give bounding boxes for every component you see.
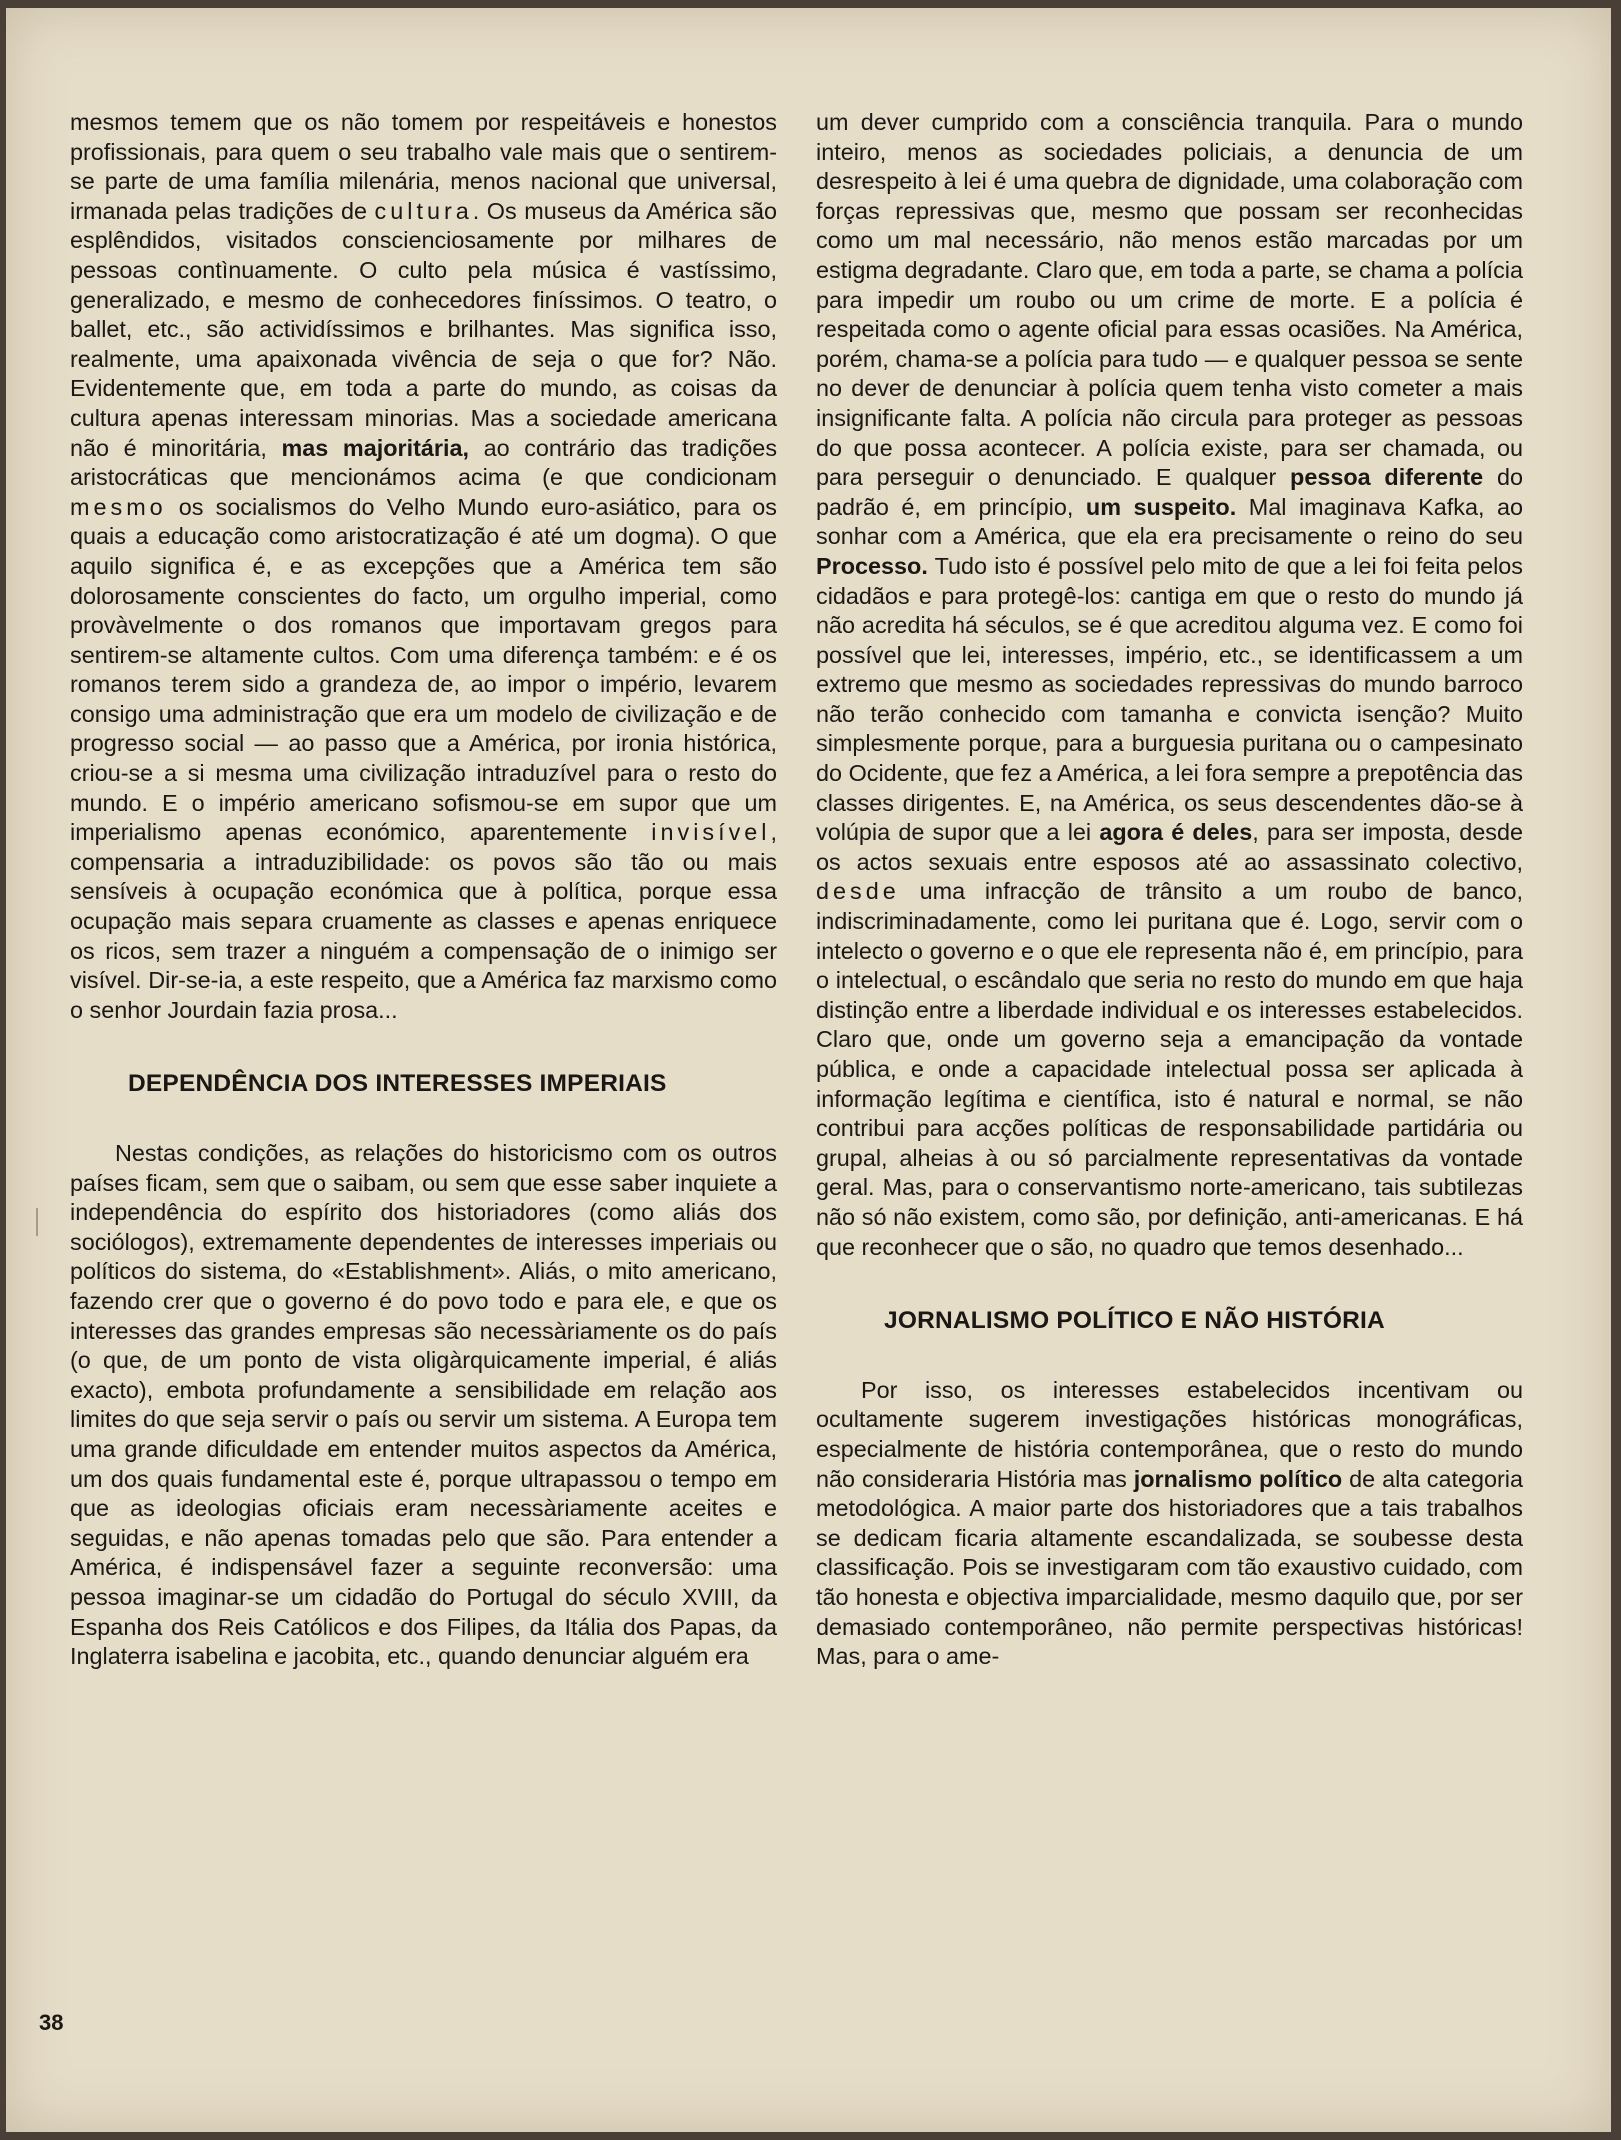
- right-paragraph-1: [816, 108, 1523, 1262]
- right-paragraph-2: [816, 1376, 1523, 1672]
- text-run: os socialismos do Velho Mundo euro-asiático, para os quais a educação como aristocratização é até um dogma). O que aquilo significa é, e as excepções que a América tem são dolorosamente conscientes do facto, um orgulho imperial, como provàvelmente o dos romanos que importavam gregos para sentirem-se altamente cultos. Com uma diferença também: e é os romanos terem sido a grandeza de, ao impor o império, levarem consigo uma administração que era um modelo de civilização e de progresso social — ao passo que a América, por ironia histórica, criou-se a si mesma uma civilização intraduzível para o resto do mundo. E o império americano sofismou-se em supor que um imperialismo apenas económico, aparentemente: [70, 493, 777, 846]
- spaced-text: invisível: [651, 819, 771, 846]
- bold-text: mas majoritária,: [281, 434, 470, 461]
- text-run: mesmos temem que os não tomem por respeitáveis e honestos profissionais, para quem o seu trabalho vale mais que o sentirem-se parte de uma família milenária, menos nacional que universal, irmanada pelas tradições de: [70, 109, 777, 224]
- spaced-text: desde: [816, 878, 900, 905]
- spaced-text: mesmo: [70, 493, 167, 520]
- bold-text: agora é deles: [1099, 819, 1253, 846]
- spaced-text: cultura: [374, 197, 473, 224]
- bold-text: um suspeito.: [1085, 493, 1237, 520]
- left-paragraph-2: Nestas condições, as relações do historicismo com os outros países ficam, sem que o saibam, ou sem que esse saber inquiete a independência do espírito dos historiadores (como aliás dos sociólogos), extremamente dependentes de interesses imperiais ou políticos do sistema, do «Establishment». Aliás, o mito americano, fazendo crer que o governo é do povo todo e para ele, e que os interesses das grandes empresas são necessàriamente os do país (o que, de um ponto de vista oligàrquicamente imperial, é aliás exacto), embota profundamente a sensibilidade em relação aos limites do que seja servir o país ou servir um sistema. A Europa tem uma grande dificuldade em entender muitos aspectos da América, um dos quais fundamental este é, porque ultrapassou o tempo em que as ideologias oficiais eram necessàriamente aceites e seguidas, e não apenas tomadas pelo que são. Para entender a América, é indispensável fazer a seguinte reconversão: uma pessoa imaginar-se um cidadão do Portugal do século XVIII, da Espanha dos Reis Católicos e dos Filipes, da Itália dos Papas, da Inglaterra isabelina e jacobita, etc., quando denunciar alguém era: [70, 1140, 777, 1670]
- text-run: Por isso, os interesses estabelecidos incentivam ou ocultamente sugerem investigações históricas monográficas, especialmente de história contemporânea, que o resto do mundo não consideraria História mas: [816, 1376, 1523, 1492]
- right-column: [816, 108, 1523, 1672]
- bold-text: pessoa diferente: [1290, 464, 1484, 491]
- text-run: Tudo isto é possível pelo mito de que a lei foi feita pelos cidadãos e para protegê-los: cantiga em que o resto do mundo já não acredita há séculos, se é que acreditou alguma vez. E como foi possível que lei, interesses, império, etc., se identificassem a um extremo que mesmo as sociedades repressivas do mundo barroco não terão conhecido com tamanha e convicta isenção? Muito simplesmente porque, para a burguesia puritana ou o campesinato do Ocidente, que fez a América, a lei fora sempre a prepotência das classes dirigentes. E, na América, os seus descendentes dão-se à volúpia de supor que a lei: [816, 552, 1523, 846]
- text-run: um dever cumprido com a consciência tranquila. Para o mundo inteiro, menos as sociedades policiais, a denuncia de um desrespeito à lei é uma quebra de dignidade, uma colaboração com forças repressivas que, mesmo que possam ser reconhecidas como um mal necessário, não menos estão marcadas por um estigma degradante. Claro que, em toda a parte, se chama a polícia para impedir um roubo ou um crime de morte. E a polícia é respeitada como o agente oficial para essas ocasiões. Na América, porém, chama-se a polícia para tudo — e qualquer pessoa se sente no dever de denunciar à polícia quem tenha visto cometer a mais insignificante falta. A polícia não circula para proteger as pessoas do que possa acontecer. A polícia existe, para ser chamada, ou para perseguir o denunciado. E qualquer: [816, 109, 1523, 491]
- bold-text: Processo.: [816, 552, 928, 579]
- section-heading: JORNALISMO POLÍTICO E NÃO HISTÓRIA: [884, 1307, 1385, 1335]
- text-run: . Os museus da América são esplêndidos, visitados conscienciosamente por milhares de pessoas contìnuamente. O culto pela música é vastíssimo, generalizado, e mesmo de conhecedores finíssimos. O teatro, o ballet, etc., são actividíssimos e brilhantes. Mas significa isso, realmente, uma apaixonada vivência de seja o que for? Não. Evidentemente que, em toda a parte do mundo, as coisas da cultura apenas interessam minorias. Mas a sociedade americana não é minoritária,: [70, 197, 777, 461]
- text-run: Mal imaginava Kafka, ao sonhar com a América, que ela era precisamente o reino do seu: [816, 493, 1524, 550]
- text-run: ao contrário das tradições aristocráticas que mencionámos acima (e que condicionam: [70, 434, 778, 491]
- text-run: , compensaria a intraduzibilidade: os povos são tão ou mais sensíveis à ocupação económica que à política, porque essa ocupação mais separa cruamente as classes e apenas enriquece os ricos, sem trazer a ninguém a compensação de o inimigo ser visível. Dir-se-ia, a este respeito, que a América faz marxismo como o senhor Jourdain fazia prosa...: [70, 819, 777, 1023]
- page-number: 38: [39, 2010, 64, 2035]
- section-heading: DEPENDÊNCIA DOS INTERESSES IMPERIAIS: [128, 1070, 667, 1098]
- text-run: uma infracção de trânsito a um roubo de banco, indiscriminadamente, como lei puritana que é. Logo, servir com o intelecto o governo e o que ele representa não é, em princípio, para o intelectual, o escândalo que seria no resto do mundo em que haja distinção entre a liberdade individual e os interesses estabelecidos. Claro que, onde um governo seja a emancipação da vontade pública, e onde a capacidade intelectual possa ser aplicada à informação legítima e científica, isto é natural e normal, se não contribui para acções políticas de responsabilidade partidária ou grupal, alheias à ou só parcialmente representativas da vontade geral. Mas, para o conservantismo norte-americano, tais subtilezas não só não existem, como são, por definição, anti-americanas. E há que reconhecer que o são, no quadro que temos desenhado...: [816, 878, 1523, 1260]
- margin-mark: [36, 1208, 38, 1236]
- bold-text: jornalismo político: [1133, 1465, 1343, 1492]
- text-run: de alta categoria metodológica. A maior parte dos historiadores que a tais trabalhos se dedicam ficaria altamente escandalizada, se soubesse desta classificação. Pois se investigaram com tão exaustivo cuidado, com tão honesta e objectiva imparcialidade, mesmo daquilo que, por ser demasiado contemporâneo, não permite perspectivas históricas! Mas, para o ame-: [816, 1465, 1524, 1670]
- text-run: , para ser imposta, desde os actos sexuais entre esposos até ao assassinato colectivo,: [816, 819, 1524, 875]
- magazine-page: [6, 8, 1611, 2132]
- left-paragraph-1: [70, 108, 777, 1025]
- left-column: [70, 108, 777, 1672]
- text-run: do padrão é, em princípio,: [816, 464, 1523, 520]
